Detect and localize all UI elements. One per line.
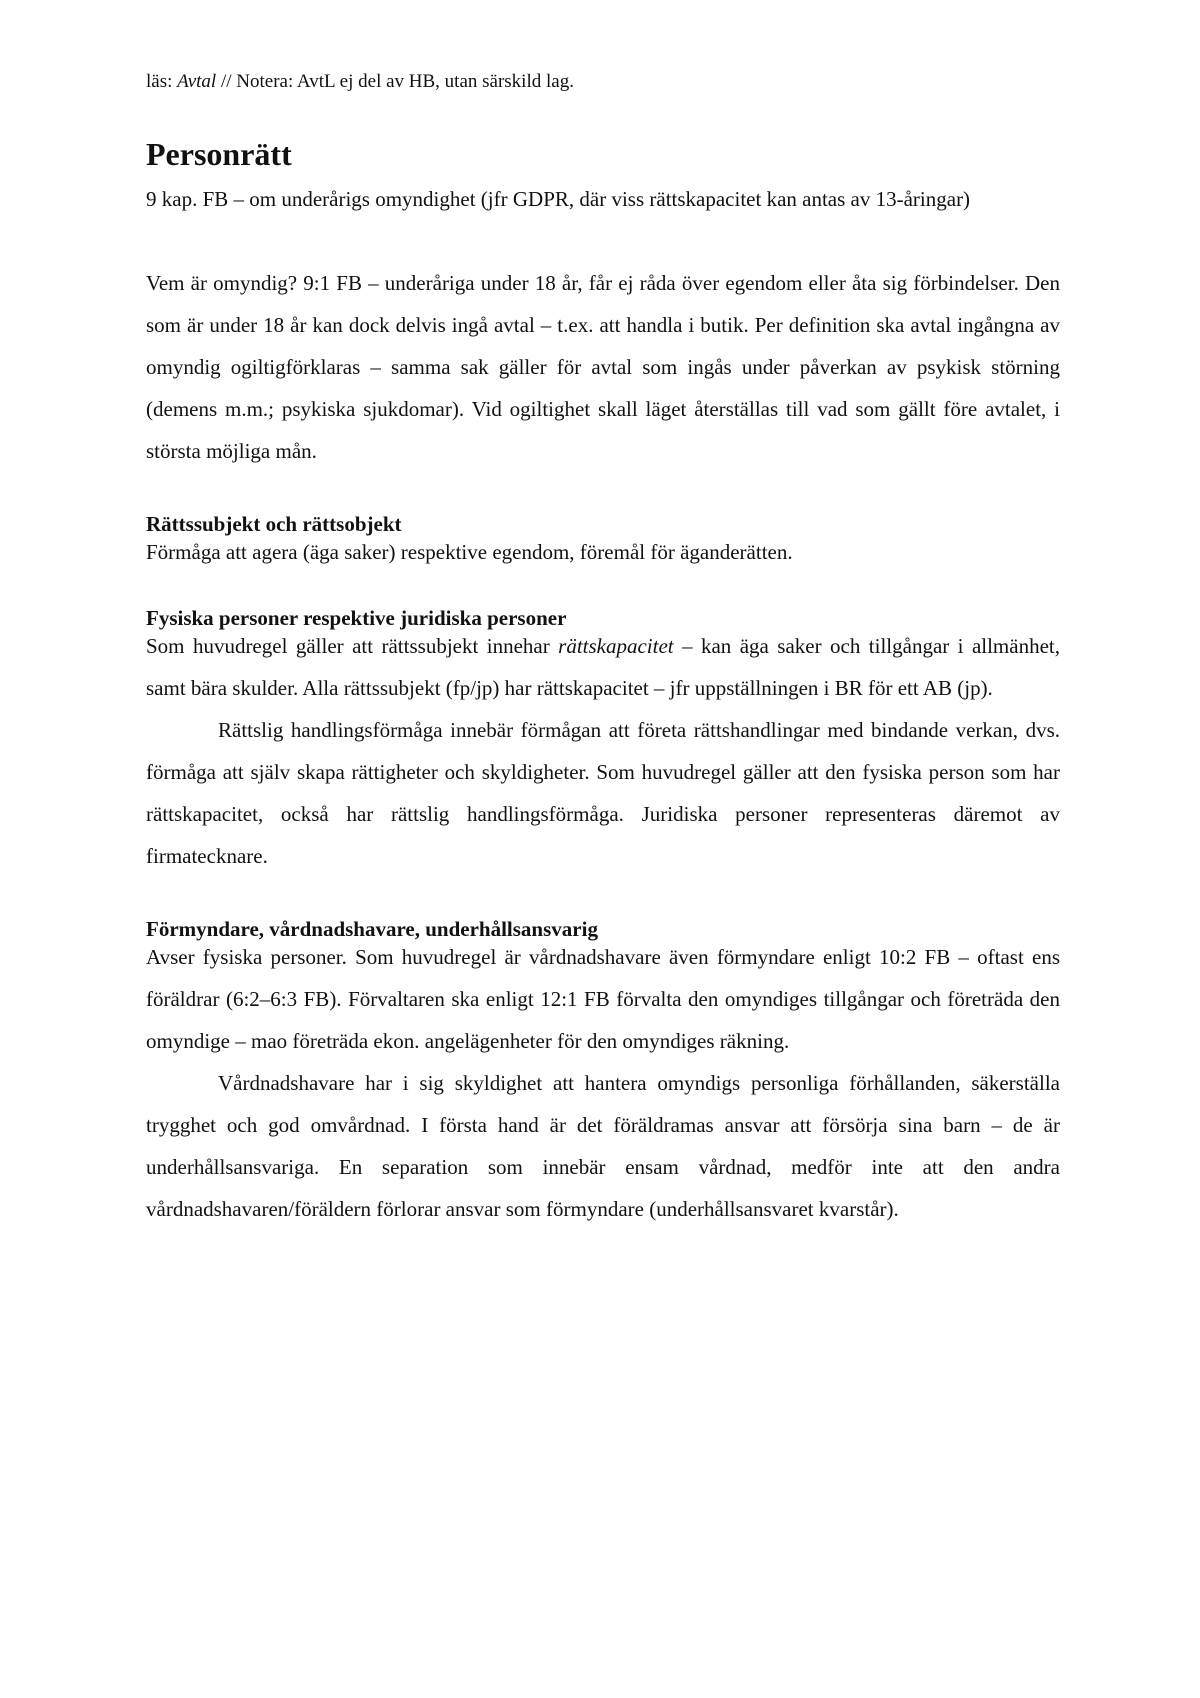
document-body [146,68,1060,1230]
reading-note-italic: Avtal [177,71,217,92]
spacer [146,472,1060,510]
rattskapacitet-text-after: – kan äga saker och tillgångar i allmänhet, samt bära skulder. Alla rättssubjekt (fp/jp) har rättskapacitet – jfr uppställningen i BR för ett AB (jp). [146,634,1060,700]
intro-paragraph: 9 kap. FB – om underårigs omyndighet (jfr GDPR, där viss rättskapacitet kan antas av 13-åringar) [146,187,971,211]
section-heading-fysiska-personer: Fysiska personer respektive juridiska personer [146,606,567,630]
section-text-formyndare: Avser fysiska personer. Som huvudregel är vårdnadshavare även förmyndare enligt 10:2 FB – oftast ens föräldrar (6:2–6:3 FB). Förvaltaren ska enligt 12:1 FB förvalta den omyndiges tillgångar och företräda den omyndige – mao företräda ekon. angelägenheter för den omyndiges räkning. [146,945,1060,1053]
spacer [146,220,1060,262]
rattskapacitet-term: rättskapacitet [558,634,674,658]
section-heading-rattssubjekt: Rättssubjekt och rättsobjekt [146,512,402,536]
page-title: Personrätt [146,136,292,172]
section-heading-formyndare: Förmyndare, vårdnadshavare, underhållsansvarig [146,917,598,941]
reading-note-suffix: // Notera: AvtL ej del av HB, utan särskild lag. [216,71,574,92]
section-text-rattssubjekt: Förmåga att agera (äga saker) respektive egendom, föremål för äganderätten. [146,540,793,564]
spacer [146,566,1060,604]
reading-note-prefix: läs: [146,71,178,92]
section-text-rattskapacitet [146,625,1060,709]
spacer [146,877,1060,915]
omyndig-paragraph: Vem är omyndig? 9:1 FB – underåriga under 18 år, får ej råda över egendom eller åta sig förbindelser. Den som är under 18 år kan dock delvis ingå avtal – t.ex. att handla i butik. Per definition ska avtal ingångna av omyndig ogiltigförklaras – samma sak gäller för avtal som ingås under påverkan av psykisk störning (demens m.m.; psykiska sjukdomar). Vid ogiltighet skall läget återställas till vad som gällt före avtalet, i största möjliga mån. [146,271,1060,463]
reading-note [146,68,1060,96]
rattskapacitet-text-before: Som huvudregel gäller att rättssubjekt innehar [146,634,559,658]
section-text-handlingsformaga: Rättslig handlingsförmåga innebär förmågan att företa rättshandlingar med bindande verkan, dvs. förmåga att själv skapa rättigheter och skyldigheter. Som huvudregel gäller att den fysiska person som har rättskapacitet, också har rättslig handlingsförmåga. Juridiska personer representeras däremot av firmatecknare. [146,718,1060,868]
section-text-vardnadshavare: Vårdnadshavare har i sig skyldighet att hantera omyndigs personliga förhållanden, säkerställa trygghet och god omvårdnad. I första hand är det föräldramas ansvar att försörja sina barn – de är underhållsansvariga. En separation som innebär ensam vårdnad, medför inte att den andra vårdnadshavaren/föräldern förlorar ansvar som förmyndare (underhållsansvaret kvarstår). [146,1071,1060,1221]
